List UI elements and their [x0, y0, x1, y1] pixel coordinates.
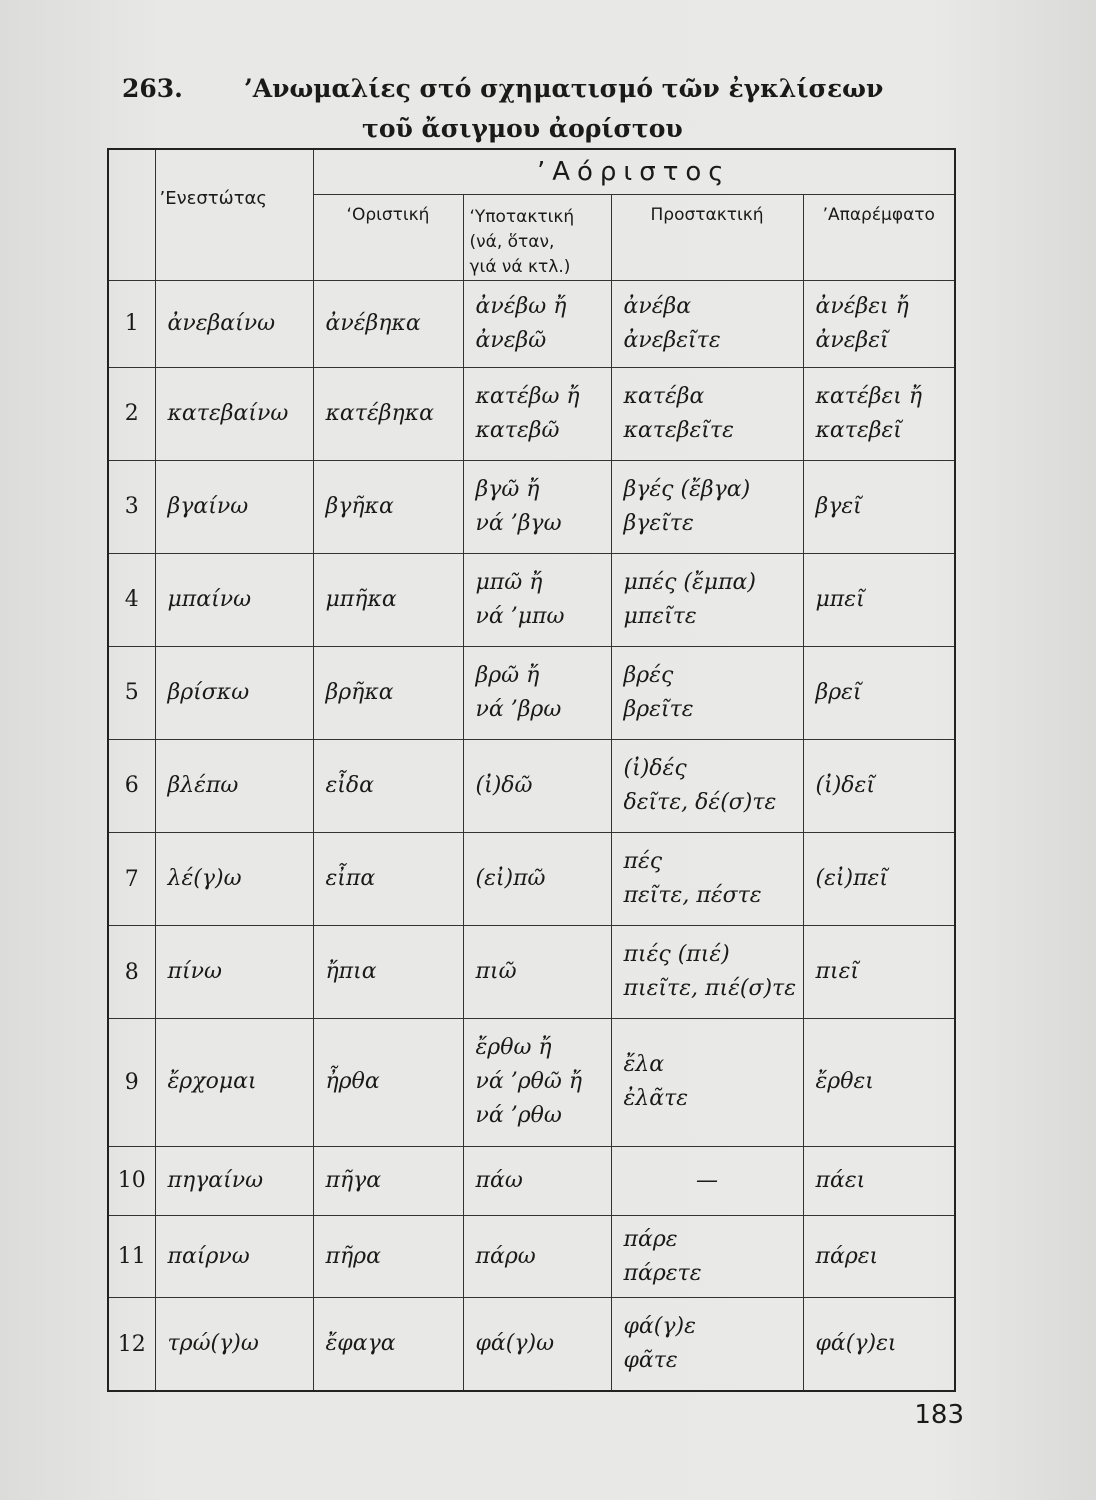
imperative-form — [611, 832, 803, 925]
aorist-irregularities-table — [107, 148, 956, 1392]
infinitive-form-line: (ἰ)δεῖ — [815, 772, 875, 798]
table-row — [108, 553, 955, 646]
infinitive-form-line: (εἰ)πεῖ — [815, 866, 888, 891]
present-form: κατεβαίνω — [155, 367, 313, 460]
indicative-form: μπῆκα — [313, 553, 463, 646]
infinitive-form-line: κατεβεῖ — [815, 417, 902, 443]
subjunctive-form-line: νά ’βγω — [475, 510, 562, 536]
subjunctive-form — [463, 281, 611, 368]
imperative-form-line: ἀνεβεῖτε — [623, 327, 721, 353]
indicative-form: βγῆκα — [313, 460, 463, 553]
row-number: 4 — [108, 553, 155, 646]
row-number: 9 — [108, 1019, 155, 1147]
infinitive-form-line: φά(γ)ει — [815, 1331, 897, 1357]
subjunctive-form — [463, 460, 611, 553]
present-form: πηγαίνω — [155, 1146, 313, 1215]
subjunctive-form-line: νά ’βρω — [475, 696, 562, 722]
present-form: βλέπω — [155, 739, 313, 832]
subjunctive-form-line: πάω — [475, 1167, 523, 1193]
imperative-form-line: πάρε — [623, 1226, 678, 1252]
table-row — [108, 1019, 955, 1147]
imperative-form-line: βρεῖτε — [623, 696, 694, 722]
imperative-form-line: — — [696, 1167, 718, 1193]
subjunctive-form-line: πιῶ — [475, 959, 517, 985]
subjunctive-form — [463, 1298, 611, 1391]
imperative-form-line: ἔλα — [623, 1052, 665, 1078]
subjunctive-form — [463, 553, 611, 646]
present-form: ἔρχομαι — [155, 1019, 313, 1147]
imperative-form-line: πεῖτε, πέστε — [623, 883, 762, 908]
present-form: παίρνω — [155, 1216, 313, 1298]
table-row — [108, 739, 955, 832]
section-title-line2: τοῦ ἄσιγμου ἀορίστου — [362, 114, 683, 143]
imperative-form-line: φᾶτε — [623, 1348, 678, 1374]
imperative-form-line: πές — [623, 849, 663, 874]
table-row — [108, 1298, 955, 1391]
subjunctive-form — [463, 926, 611, 1019]
indicative-form: ἦρθα — [313, 1019, 463, 1147]
imperative-form — [611, 646, 803, 739]
header-subjunctive-note2: γιά νά κτλ.) — [469, 257, 571, 277]
page-number: 183 — [914, 1400, 964, 1430]
table-row — [108, 281, 955, 368]
row-number: 1 — [108, 281, 155, 368]
present-form: ἀνεβαίνω — [155, 281, 313, 368]
imperative-form-line: πιές (πιέ) — [623, 942, 730, 968]
subjunctive-form-line: πάρω — [475, 1243, 536, 1269]
indicative-form: πῆρα — [313, 1216, 463, 1298]
table-row — [108, 646, 955, 739]
infinitive-form-line: μπεῖ — [815, 586, 865, 612]
infinitive-form — [803, 1019, 955, 1147]
subjunctive-form-line: βρῶ ἤ — [475, 662, 540, 688]
infinitive-form-line: βρεῖ — [815, 679, 862, 705]
subjunctive-form — [463, 1146, 611, 1215]
infinitive-form — [803, 1216, 955, 1298]
infinitive-form — [803, 281, 955, 368]
indicative-form: ἔφαγα — [313, 1298, 463, 1391]
infinitive-form — [803, 832, 955, 925]
present-form: πίνω — [155, 926, 313, 1019]
header-imperative: Προστακτική — [611, 195, 803, 281]
imperative-form — [611, 367, 803, 460]
infinitive-form-line: κατέβει ἤ — [815, 383, 923, 409]
indicative-form: κατέβηκα — [313, 367, 463, 460]
imperative-form — [611, 1216, 803, 1298]
table-row — [108, 1216, 955, 1298]
section-title-line1: ’Ανωμαλίες στό σχηματισμό τῶν ἐγκλίσεων — [244, 74, 884, 103]
imperative-form-line: δεῖτε, δέ(σ)τε — [623, 789, 777, 815]
header-indicative: ‘Οριστική — [313, 195, 463, 281]
subjunctive-form-line: ἀνεβῶ — [475, 327, 547, 353]
row-number: 3 — [108, 460, 155, 553]
imperative-form-line: φά(γ)ε — [623, 1314, 696, 1340]
imperative-form — [611, 281, 803, 368]
imperative-form-line: μπές (ἔμπα) — [623, 569, 756, 595]
infinitive-form-line: ἀνέβει ἤ — [815, 293, 909, 319]
subjunctive-form — [463, 1019, 611, 1147]
imperative-form-line: πιεῖτε, πιέ(σ)τε — [623, 976, 797, 1002]
row-number: 11 — [108, 1216, 155, 1298]
present-form: βγαίνω — [155, 460, 313, 553]
subjunctive-form-line: μπῶ ἤ — [475, 569, 543, 595]
present-form: τρώ(γ)ω — [155, 1298, 313, 1391]
table-row — [108, 367, 955, 460]
indicative-form: εἶπα — [313, 832, 463, 925]
header-subjunctive — [463, 195, 611, 281]
subjunctive-form-line: κατέβω ἤ — [475, 383, 580, 409]
present-form: βρίσκω — [155, 646, 313, 739]
subjunctive-form — [463, 739, 611, 832]
imperative-form-line: βρές — [623, 662, 674, 688]
imperative-form-line: πάρετε — [623, 1260, 702, 1286]
infinitive-form-line: πάρει — [815, 1243, 879, 1269]
subjunctive-form-line: ἔρθω ἤ — [475, 1035, 552, 1061]
indicative-form: βρῆκα — [313, 646, 463, 739]
subjunctive-form — [463, 646, 611, 739]
subjunctive-form-line: (εἰ)πῶ — [475, 866, 546, 891]
subjunctive-form-line: φά(γ)ω — [475, 1331, 555, 1357]
subjunctive-form-line: κατεβῶ — [475, 417, 560, 443]
row-number: 10 — [108, 1146, 155, 1215]
indicative-form: ἀνέβηκα — [313, 281, 463, 368]
infinitive-form — [803, 646, 955, 739]
header-number-column — [108, 149, 155, 281]
row-number: 6 — [108, 739, 155, 832]
imperative-form — [611, 926, 803, 1019]
header-present: ’Ενεστώτας — [155, 149, 313, 281]
indicative-form: ἤπια — [313, 926, 463, 1019]
subjunctive-form-line: βγῶ ἤ — [475, 476, 540, 502]
infinitive-form — [803, 1146, 955, 1215]
infinitive-form — [803, 460, 955, 553]
infinitive-form — [803, 1298, 955, 1391]
imperative-form-line: ἐλᾶτε — [623, 1086, 689, 1112]
infinitive-form — [803, 367, 955, 460]
table-row — [108, 1146, 955, 1215]
infinitive-form-line: βγεῖ — [815, 493, 862, 519]
row-number: 5 — [108, 646, 155, 739]
table-row — [108, 926, 955, 1019]
header-subjunctive-label: ‘Υποτακτική — [469, 207, 575, 227]
table-row — [108, 460, 955, 553]
infinitive-form-line: ἔρθει — [815, 1069, 874, 1095]
header-aorist: ’Αόριστος — [313, 149, 955, 195]
header-subjunctive-note1: (νά, ὅταν, — [469, 232, 555, 252]
infinitive-form-line: πάει — [815, 1167, 866, 1193]
row-number: 2 — [108, 367, 155, 460]
imperative-form — [611, 460, 803, 553]
imperative-form — [611, 739, 803, 832]
subjunctive-form — [463, 1216, 611, 1298]
indicative-form: εἶδα — [313, 739, 463, 832]
infinitive-form-line: ἀνεβεῖ — [815, 327, 889, 353]
subjunctive-form-line: νά ’ρθῶ ἤ — [475, 1069, 583, 1095]
imperative-form — [611, 1146, 803, 1215]
infinitive-form — [803, 926, 955, 1019]
present-form: μπαίνω — [155, 553, 313, 646]
subjunctive-form-line: νά ’ρθω — [475, 1103, 562, 1129]
subjunctive-form — [463, 367, 611, 460]
row-number: 12 — [108, 1298, 155, 1391]
subjunctive-form-line: ἀνέβω ἤ — [475, 293, 567, 319]
present-form: λέ(γ)ω — [155, 832, 313, 925]
infinitive-form-line: πιεῖ — [815, 959, 860, 985]
imperative-form-line: κατεβεῖτε — [623, 417, 734, 443]
imperative-form-line: βγές (ἔβγα) — [623, 476, 751, 502]
subjunctive-form-line: νά ’μπω — [475, 603, 565, 629]
imperative-form — [611, 1019, 803, 1147]
imperative-form-line: (ἰ)δές — [623, 755, 687, 781]
section-number: 263. — [122, 74, 183, 103]
indicative-form: πῆγα — [313, 1146, 463, 1215]
imperative-form-line: κατέβα — [623, 383, 705, 409]
row-number: 7 — [108, 832, 155, 925]
row-number: 8 — [108, 926, 155, 1019]
subjunctive-form — [463, 832, 611, 925]
infinitive-form — [803, 553, 955, 646]
imperative-form-line: μπεῖτε — [623, 603, 697, 629]
imperative-form-line: βγεῖτε — [623, 510, 694, 536]
imperative-form — [611, 553, 803, 646]
infinitive-form — [803, 739, 955, 832]
imperative-form — [611, 1298, 803, 1391]
subjunctive-form-line: (ἰ)δῶ — [475, 772, 533, 798]
header-infinitive: ’Απαρέμφατο — [803, 195, 955, 281]
imperative-form-line: ἀνέβα — [623, 293, 692, 319]
table-row — [108, 832, 955, 925]
